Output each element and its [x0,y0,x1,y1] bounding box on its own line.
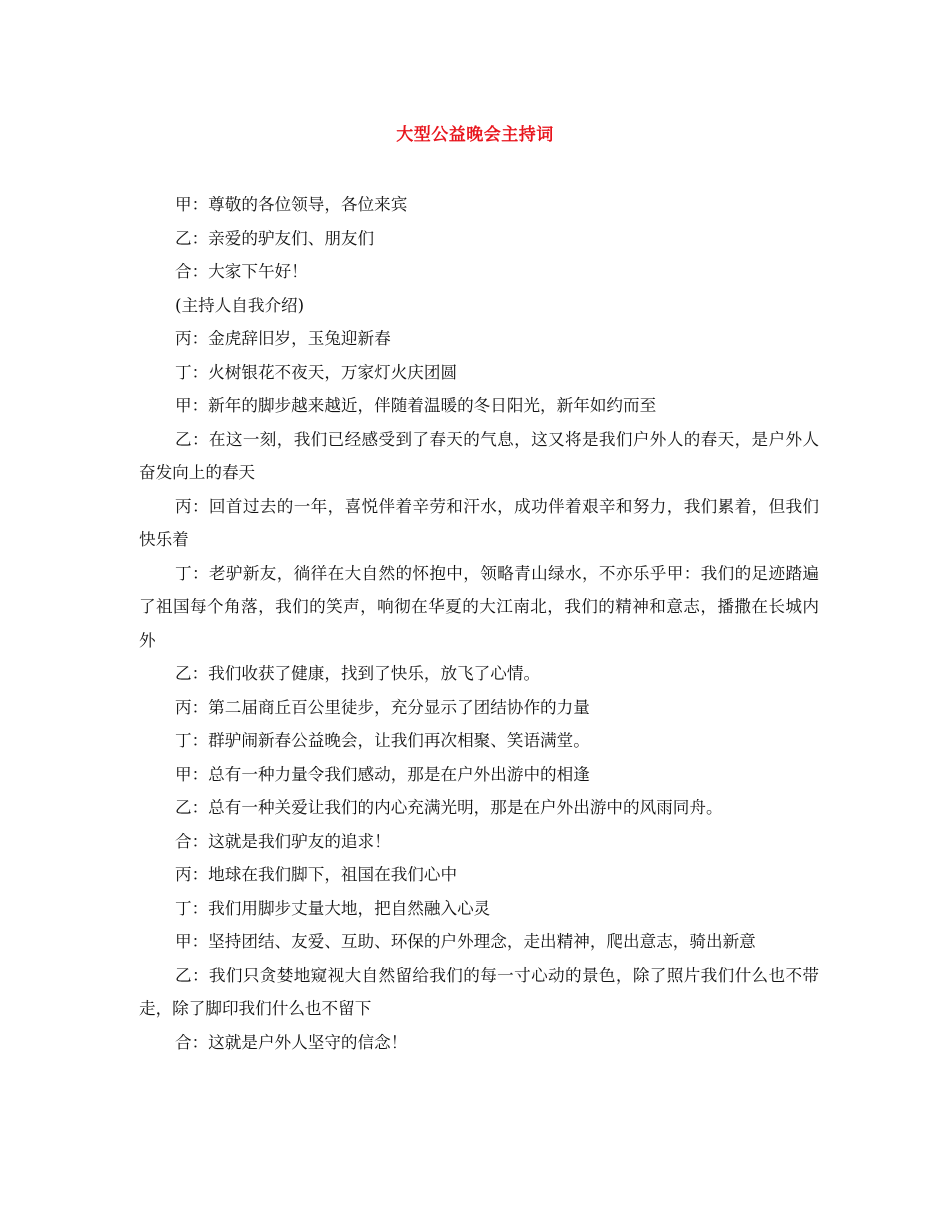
document-title: 大型公益晚会主持词 [396,125,554,145]
paragraph: 丙：金虎辞旧岁，玉兔迎新春 [175,329,391,348]
paragraph: 乙：我们收获了健康，找到了快乐，放飞了心情。 [175,664,541,683]
paragraph: 乙：我们只贪婪地窥视大自然留给我们的每一寸心动的景色，除了照片我们什么也不带走，除了脚印我们什么也不留下 [139,965,819,1018]
paragraph: 乙：在这一刻，我们已经感受到了春天的气息，这又将是我们户外人的春天，是户外人奋发向上的春天 [139,429,819,482]
paragraph: 丁：火树银花不夜天，万家灯火庆团圆 [175,362,458,382]
paragraph: 丙：第二届商丘百公里徒步，充分显示了团结协作的力量 [175,697,590,717]
paragraph: 甲：总有一种力量令我们感动，那是在户外出游中的相逢 [175,764,590,784]
paragraph: 合：大家下午好！ [175,262,308,281]
paragraph: 丁：我们用脚步丈量大地，把自然融入心灵 [175,898,491,918]
paragraph: 丁：群驴闹新春公益晚会，让我们再次相聚、笑语满堂。 [175,731,590,750]
paragraph: 甲：坚持团结、友爱、互助、环保的户外理念，走出精神，爬出意志，骑出新意 [175,932,756,951]
paragraph: 丙：地球在我们脚下，祖国在我们心中 [175,865,458,884]
paragraph: 丙：回首过去的一年，喜悦伴着辛劳和汗水，成功伴着艰辛和努力，我们累着，但我们快乐着 [139,496,819,549]
paragraph: 合：这就是我们驴友的追求！ [175,831,391,851]
paragraph: 甲：新年的脚步越来越近，伴随着温暖的冬日阳光，新年如约而至 [175,396,657,415]
paragraph: (主持人自我介绍) [175,295,305,315]
paragraph: 合：这就是户外人坚守的信念！ [175,1032,408,1052]
paragraph: 丁：老驴新友，徜徉在大自然的怀抱中，领略青山绿水，不亦乐乎甲：我们的足迹踏遍了祖国每个角落，我们的笑声，响彻在华夏的大江南北，我们的精神和意志，播撒在长城内外 [139,563,819,650]
paragraph: 乙：总有一种关爱让我们的内心充满光明，那是在户外出游中的风雨同舟。 [175,798,723,817]
document-body [139,188,819,1059]
paragraph: 乙：亲爱的驴友们、朋友们 [175,228,375,248]
paragraph: 甲：尊敬的各位领导，各位来宾 [175,195,408,214]
